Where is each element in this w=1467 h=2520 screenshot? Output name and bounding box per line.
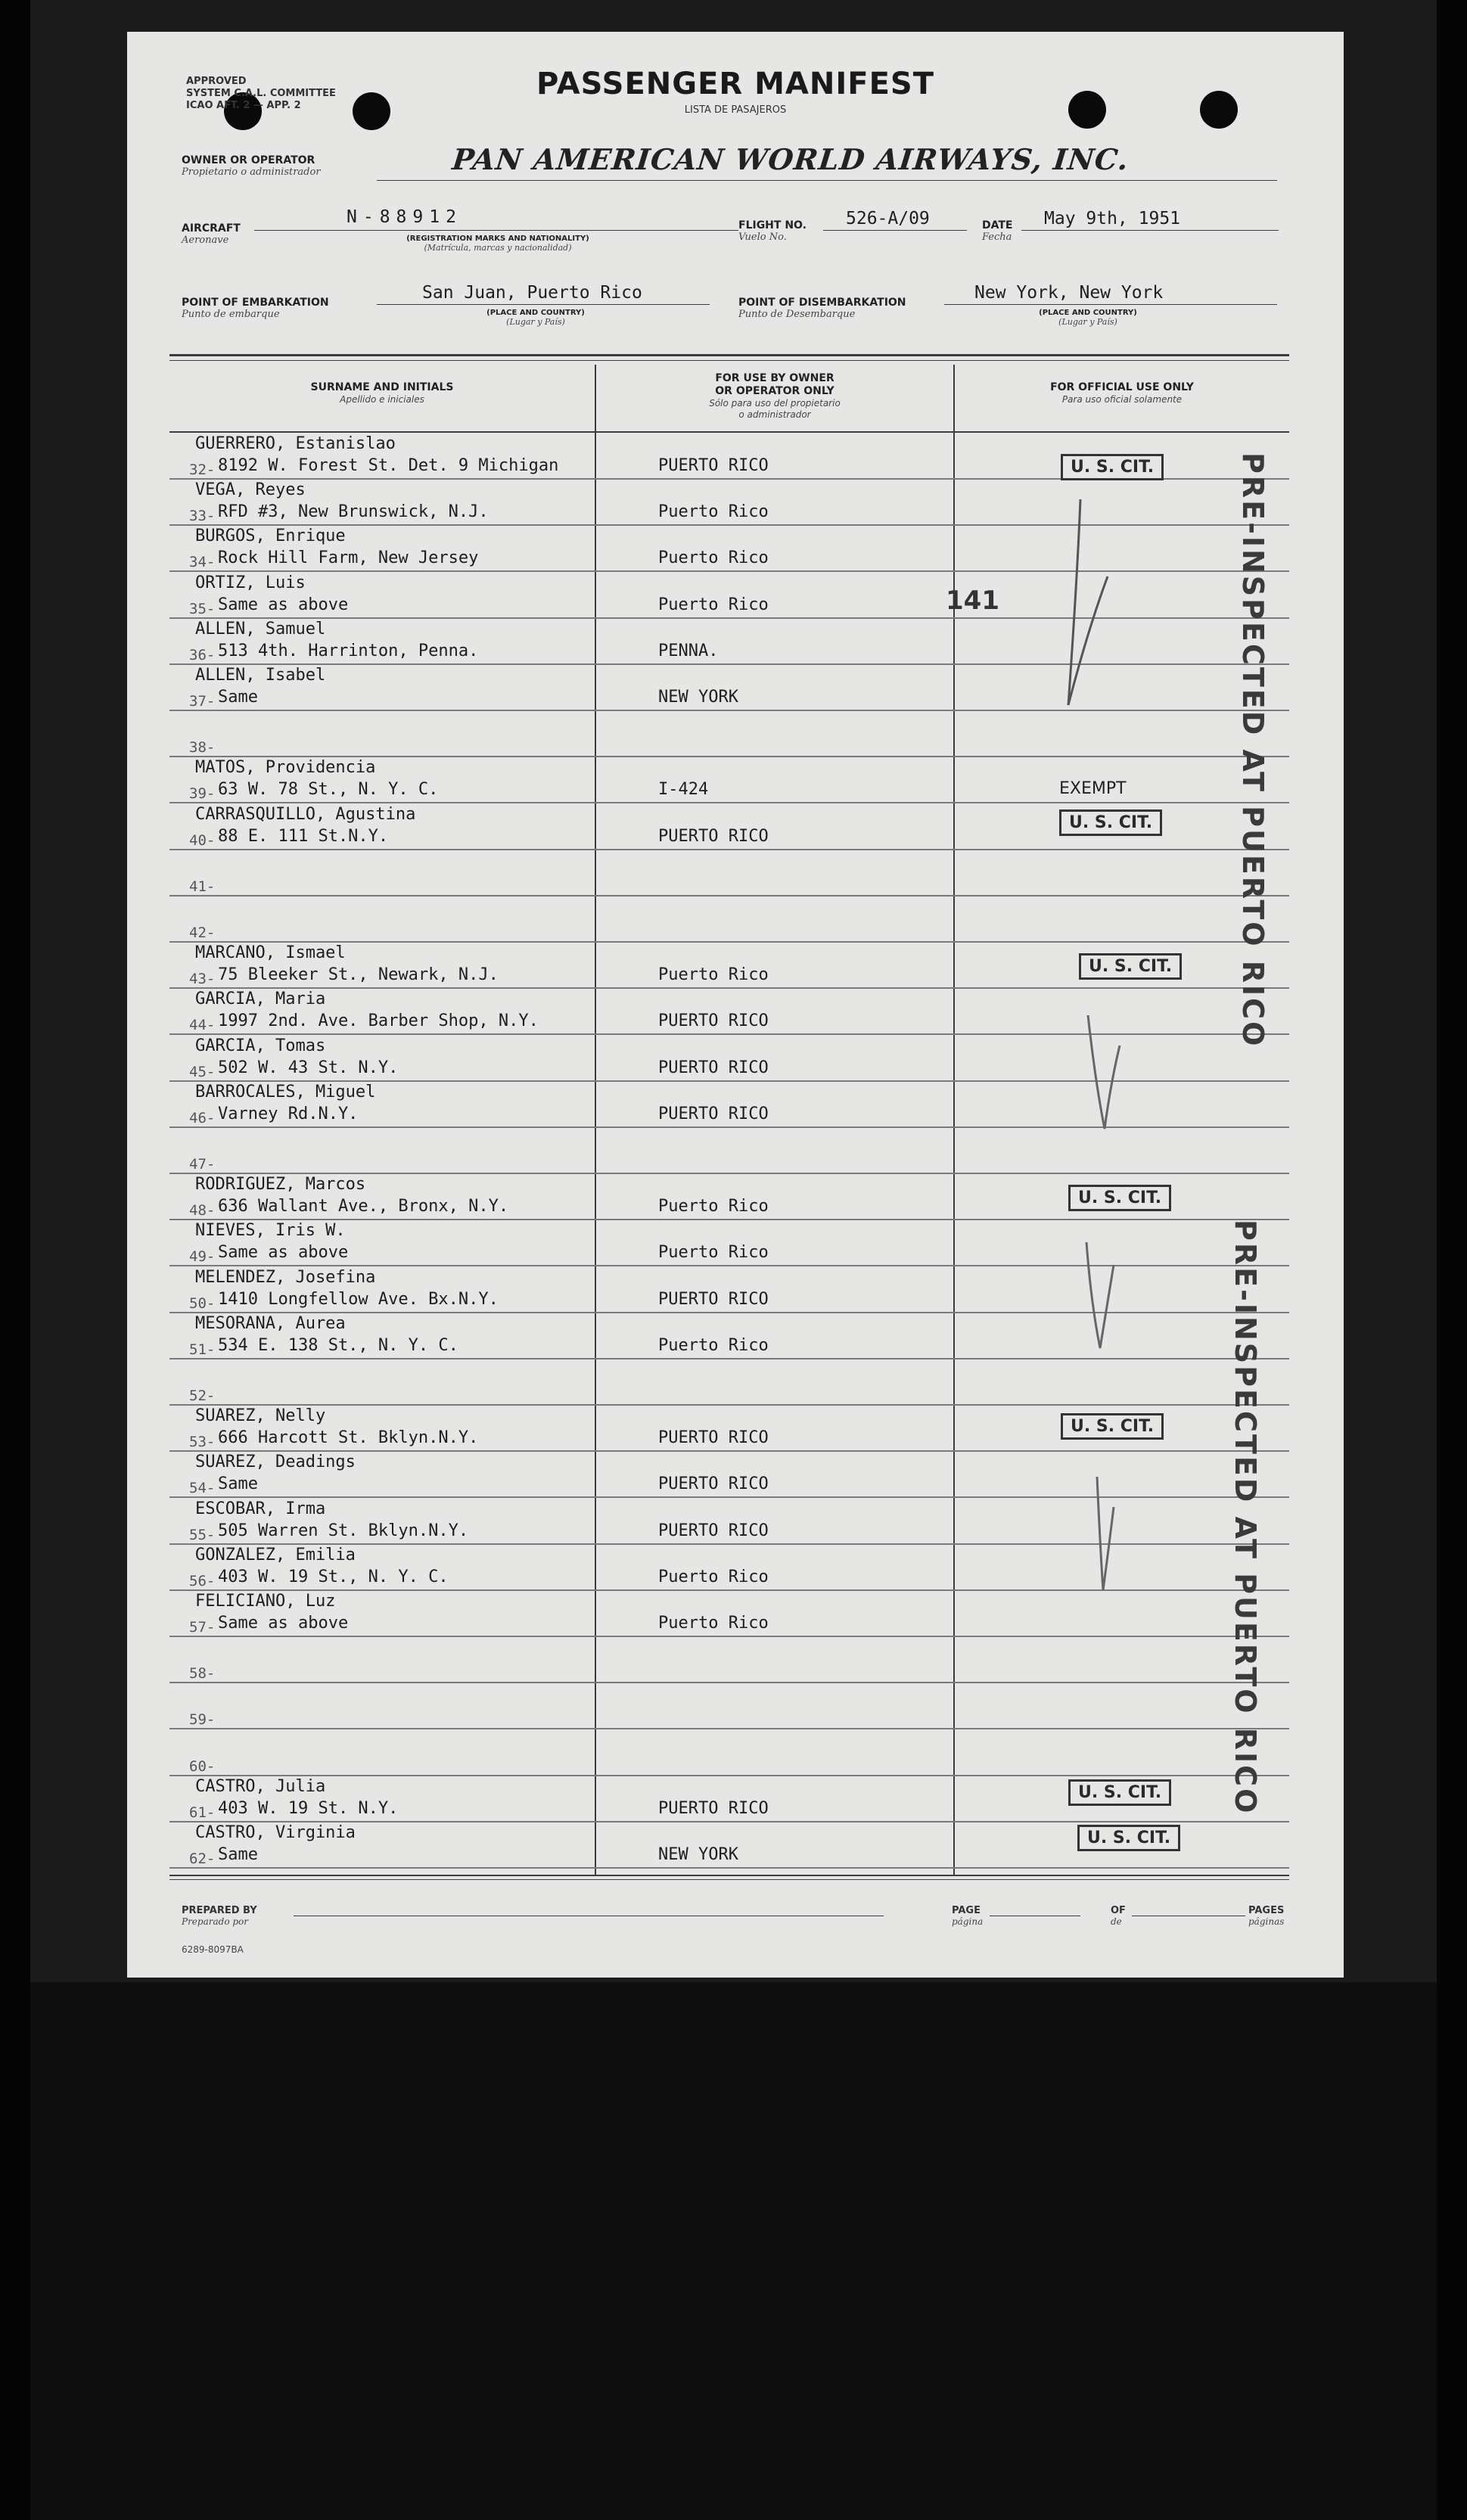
passenger-name: CARRASQUILLO, Agustina — [195, 804, 416, 824]
column-header-operator: FOR USE BY OWNER OR OPERATOR ONLY Sólo para uso del propietario o administrador — [709, 372, 841, 420]
passenger-name: VEGA, Reyes — [195, 480, 306, 500]
row-number: 41- — [189, 878, 216, 895]
operator-entry: Puerto Rico — [658, 1243, 769, 1263]
disembark-underline — [944, 304, 1277, 305]
aircraft-label-es: Aeronave — [182, 235, 229, 246]
page-title: PASSENGER MANIFEST — [536, 67, 934, 101]
preinspected-stamp: PRE-INSPECTED AT PUERTO RICO — [1229, 1220, 1262, 1816]
airline-name: PAN AMERICAN WORLD AIRWAYS, INC. — [450, 142, 1131, 176]
operator-entry: PUERTO RICO — [658, 1058, 769, 1077]
passenger-address: 502 W. 43 St. N.Y. — [218, 1058, 399, 1077]
passenger-name: MARCANO, Ismael — [195, 943, 346, 963]
table-row — [127, 1036, 1344, 1080]
operator-entry: Puerto Rico — [658, 502, 769, 522]
row-number: 52- — [189, 1387, 216, 1404]
flight-underline — [823, 230, 967, 231]
passenger-name: ESCOBAR, Irma — [195, 1499, 326, 1518]
table-row — [127, 1705, 1344, 1728]
operator-entry: PENNA. — [658, 641, 719, 660]
flight-label-block — [738, 219, 807, 243]
passenger-name: NIEVES, Iris W. — [195, 1221, 346, 1241]
embark-place-note: (PLACE AND COUNTRY) (Lugar y País) — [486, 309, 585, 327]
flight-label-es: Vuelo No. — [738, 231, 787, 243]
flight-value: 526-A/09 — [846, 209, 930, 228]
us-cit-stamp: U. S. CIT. — [1068, 1779, 1171, 1806]
operator-entry: PUERTO RICO — [658, 1474, 769, 1494]
row-number: 61- — [189, 1804, 216, 1821]
us-cit-stamp: U. S. CIT. — [1061, 1413, 1164, 1440]
passenger-name: BARROCALES, Miguel — [195, 1082, 376, 1102]
table-row — [127, 619, 1344, 663]
passenger-address: Same as above — [218, 595, 349, 614]
approval-line: SYSTEM C.A.L. COMMITTEE — [186, 88, 336, 99]
passenger-address: Varney Rd.N.Y. — [218, 1104, 359, 1123]
us-cit-stamp: U. S. CIT. — [1061, 454, 1164, 480]
operator-entry: I-424 — [658, 780, 709, 800]
passenger-name: ALLEN, Isabel — [195, 666, 326, 685]
passenger-address: 666 Harcott St. Bklyn.N.Y. — [218, 1428, 479, 1448]
passenger-name: CASTRO, Julia — [195, 1776, 326, 1796]
row-rule — [169, 1821, 1289, 1822]
passenger-name: RODRIGUEZ, Marcos — [195, 1175, 366, 1195]
row-rule — [169, 1682, 1289, 1683]
row-number: 56- — [189, 1572, 216, 1589]
column-header-official: FOR OFFICIAL USE ONLY Para uso oficial solamente — [1050, 381, 1194, 405]
row-number: 46- — [189, 1109, 216, 1126]
table-row — [127, 1221, 1344, 1266]
passenger-address: RFD #3, New Brunswick, N.J. — [218, 502, 489, 522]
form-number: 6289-8097BA — [182, 1944, 244, 1955]
of-label-block: OF de — [1111, 1905, 1126, 1927]
row-number: 35- — [189, 600, 216, 617]
row-number: 43- — [189, 971, 216, 988]
us-cit-stamp: U. S. CIT. — [1068, 1185, 1171, 1211]
table-row — [127, 1082, 1344, 1126]
date-underline — [1021, 230, 1279, 231]
embark-underline — [377, 304, 710, 305]
table-row — [127, 1313, 1344, 1358]
film-background-lower — [0, 1982, 1467, 2520]
embark-label-es: Punto de embarque — [182, 309, 280, 320]
row-number: 39- — [189, 785, 216, 803]
embark-label-block — [182, 297, 329, 320]
row-number: 32- — [189, 461, 216, 478]
owner-label-block — [182, 154, 321, 178]
owner-underline — [377, 180, 1277, 181]
operator-entry: Puerto Rico — [658, 1614, 769, 1633]
operator-entry: NEW YORK — [658, 1845, 738, 1864]
operator-entry: Puerto Rico — [658, 548, 769, 568]
operator-entry: Puerto Rico — [658, 595, 769, 614]
passenger-name: SUAREZ, Nelly — [195, 1406, 326, 1426]
passenger-address: 75 Bleeker St., Newark, N.J. — [218, 965, 499, 985]
operator-entry: PUERTO RICO — [658, 826, 769, 846]
operator-entry: Puerto Rico — [658, 965, 769, 985]
passenger-name: BURGOS, Enrique — [195, 527, 346, 546]
pencil-check-marks — [1035, 486, 1156, 1666]
table-row — [127, 1381, 1344, 1404]
row-number: 58- — [189, 1665, 216, 1683]
aircraft-value: N-88912 — [347, 207, 462, 227]
passenger-address: 403 W. 19 St. N.Y. — [218, 1798, 399, 1818]
operator-entry: Puerto Rico — [658, 1335, 769, 1355]
us-cit-stamp: U. S. CIT. — [1059, 809, 1162, 836]
passenger-name: ORTIZ, Luis — [195, 573, 306, 592]
row-number: 45- — [189, 1063, 216, 1080]
passenger-address: Same as above — [218, 1243, 349, 1263]
table-row — [127, 1659, 1344, 1682]
date-label-es: Fecha — [982, 231, 1012, 243]
row-number: 51- — [189, 1341, 216, 1358]
check-mark — [1086, 1242, 1114, 1348]
table-row — [127, 1453, 1344, 1497]
row-number: 44- — [189, 1017, 216, 1034]
table-row — [127, 1150, 1344, 1173]
table-row — [127, 573, 1344, 617]
passenger-address: 63 W. 78 St., N. Y. C. — [218, 780, 439, 800]
operator-entry: PUERTO RICO — [658, 1798, 769, 1818]
operator-entry: PUERTO RICO — [658, 456, 769, 475]
passenger-address: 8192 W. Forest St. Det. 9 Michigan — [218, 456, 559, 475]
date-value: May 9th, 1951 — [1044, 209, 1181, 228]
row-number: 48- — [189, 1202, 216, 1220]
table-row — [127, 990, 1344, 1034]
prepared-by-block: PREPARED BY Preparado por — [182, 1905, 257, 1927]
date-label-block — [982, 219, 1012, 243]
operator-entry: PUERTO RICO — [658, 1521, 769, 1540]
approval-line: ICAO AFT. 2 — APP. 2 — [186, 100, 301, 111]
row-number: 40- — [189, 831, 216, 849]
passenger-address: Same — [218, 688, 258, 707]
passenger-address: Same as above — [218, 1614, 349, 1633]
row-number: 62- — [189, 1850, 216, 1867]
pages-label-block: PAGES páginas — [1248, 1905, 1285, 1927]
table-row — [127, 480, 1344, 525]
film-edge-right — [1437, 0, 1467, 2520]
passenger-address: 505 Warren St. Bklyn.N.Y. — [218, 1521, 469, 1540]
table-bottom-rule — [169, 1875, 1289, 1876]
check-mark — [1068, 499, 1108, 705]
row-number: 36- — [189, 646, 216, 663]
table-row — [127, 918, 1344, 941]
passenger-address: 403 W. 19 St., N. Y. C. — [218, 1567, 449, 1586]
table-row — [127, 666, 1344, 710]
row-number: 50- — [189, 1294, 216, 1312]
table-row — [127, 758, 1344, 803]
disembark-value: New York, New York — [974, 283, 1164, 303]
disembark-place-note: (PLACE AND COUNTRY) (Lugar y País) — [1039, 309, 1137, 327]
row-number: 53- — [189, 1434, 216, 1451]
page-subtitle: LISTA DE PASAJEROS — [684, 104, 787, 116]
table-top-rule — [169, 354, 1289, 356]
passenger-name: GUERRERO, Estanislao — [195, 434, 396, 453]
aircraft-label: AIRCRAFT — [182, 222, 241, 235]
disembark-label-block — [738, 297, 906, 320]
passenger-name: SUAREZ, Deadings — [195, 1453, 356, 1472]
row-number: 33- — [189, 508, 216, 525]
flight-label: FLIGHT NO. — [738, 219, 807, 231]
row-number: 54- — [189, 1480, 216, 1497]
passenger-address: 1410 Longfellow Ave. Bx.N.Y. — [218, 1289, 499, 1309]
row-number: 59- — [189, 1711, 216, 1729]
manifest-sheet — [127, 32, 1344, 1978]
passenger-address: 534 E. 138 St., N. Y. C. — [218, 1335, 458, 1355]
table-top-rule-thin — [169, 360, 1289, 361]
passenger-name: GARCIA, Maria — [195, 990, 326, 1009]
table-row — [127, 1592, 1344, 1636]
row-number: 49- — [189, 1248, 216, 1266]
table-row — [127, 527, 1344, 571]
aircraft-label-block — [182, 222, 241, 246]
passenger-name: MESORANA, Aurea — [195, 1313, 346, 1333]
passenger-name: GONZALEZ, Emilia — [195, 1545, 356, 1565]
operator-entry: PUERTO RICO — [658, 1289, 769, 1309]
approval-line: APPROVED — [186, 76, 247, 87]
passenger-address: Rock Hill Farm, New Jersey — [218, 548, 479, 568]
film-edge-left — [0, 0, 30, 2520]
operator-entry: PUERTO RICO — [658, 1428, 769, 1448]
table-row — [127, 1267, 1344, 1312]
disembark-label-es: Punto de Desembarque — [738, 309, 856, 320]
passenger-address: 88 E. 111 St.N.Y. — [218, 826, 389, 846]
row-number: 60- — [189, 1757, 216, 1775]
passenger-name: MELENDEZ, Josefina — [195, 1267, 376, 1287]
page-label-block: PAGE página — [952, 1905, 984, 1927]
operator-entry: Puerto Rico — [658, 1197, 769, 1216]
embark-value: San Juan, Puerto Rico — [422, 283, 642, 303]
us-cit-stamp: U. S. CIT. — [1077, 1825, 1180, 1851]
preinspected-stamp: PRE-INSPECTED AT PUERTO RICO — [1236, 452, 1270, 1049]
passenger-name: FELICIANO, Luz — [195, 1592, 336, 1611]
table-row — [127, 1545, 1344, 1589]
operator-entry: PUERTO RICO — [658, 1011, 769, 1031]
table-row — [127, 1752, 1344, 1775]
table-bottom-rule-thin — [169, 1879, 1289, 1880]
table-row — [127, 872, 1344, 895]
check-mark — [1097, 1477, 1114, 1590]
row-rule — [169, 1867, 1289, 1869]
aircraft-underline — [254, 230, 738, 231]
row-number: 47- — [189, 1156, 216, 1173]
operator-entry: NEW YORK — [658, 688, 738, 707]
us-cit-stamp: U. S. CIT. — [1079, 953, 1182, 980]
row-number: 42- — [189, 924, 216, 941]
passenger-name: ALLEN, Samuel — [195, 619, 326, 639]
owner-label-es: Propietario o administrador — [182, 166, 321, 178]
row-number: 55- — [189, 1526, 216, 1543]
registration-note: (REGISTRATION MARKS AND NATIONALITY) (Matrícula, marcas y nacionalidad) — [406, 235, 589, 253]
exempt-mark: EXEMPT — [1059, 779, 1127, 798]
table-row — [127, 733, 1344, 756]
operator-entry: PUERTO RICO — [658, 1104, 769, 1123]
passenger-address: 636 Wallant Ave., Bronx, N.Y. — [218, 1197, 509, 1216]
row-number: 34- — [189, 554, 216, 571]
embark-label: POINT OF EMBARKATION — [182, 297, 329, 309]
table-header-rule — [169, 431, 1289, 433]
row-number: 37- — [189, 693, 216, 710]
row-rule — [169, 1775, 1289, 1776]
disembark-label: POINT OF DISEMBARKATION — [738, 297, 906, 309]
passenger-address: Same — [218, 1474, 258, 1494]
check-mark — [1088, 1015, 1120, 1129]
row-number: 38- — [189, 739, 216, 757]
column-header-surname: SURNAME AND INITIALS Apellido e iniciales — [310, 381, 454, 405]
handwritten-number: 141 — [946, 586, 999, 616]
table-row — [127, 1499, 1344, 1543]
operator-entry: Puerto Rico — [658, 1567, 769, 1586]
passenger-address: Same — [218, 1845, 258, 1864]
passenger-name: CASTRO, Virginia — [195, 1823, 356, 1842]
row-number: 57- — [189, 1619, 216, 1636]
passenger-name: MATOS, Providencia — [195, 758, 376, 778]
date-label: DATE — [982, 219, 1013, 231]
owner-label: OWNER OR OPERATOR — [182, 154, 315, 166]
passenger-address: 1997 2nd. Ave. Barber Shop, N.Y. — [218, 1011, 539, 1031]
passenger-name: GARCIA, Tomas — [195, 1036, 326, 1055]
row-rule — [169, 1728, 1289, 1729]
passenger-address: 513 4th. Harrinton, Penna. — [218, 641, 479, 660]
